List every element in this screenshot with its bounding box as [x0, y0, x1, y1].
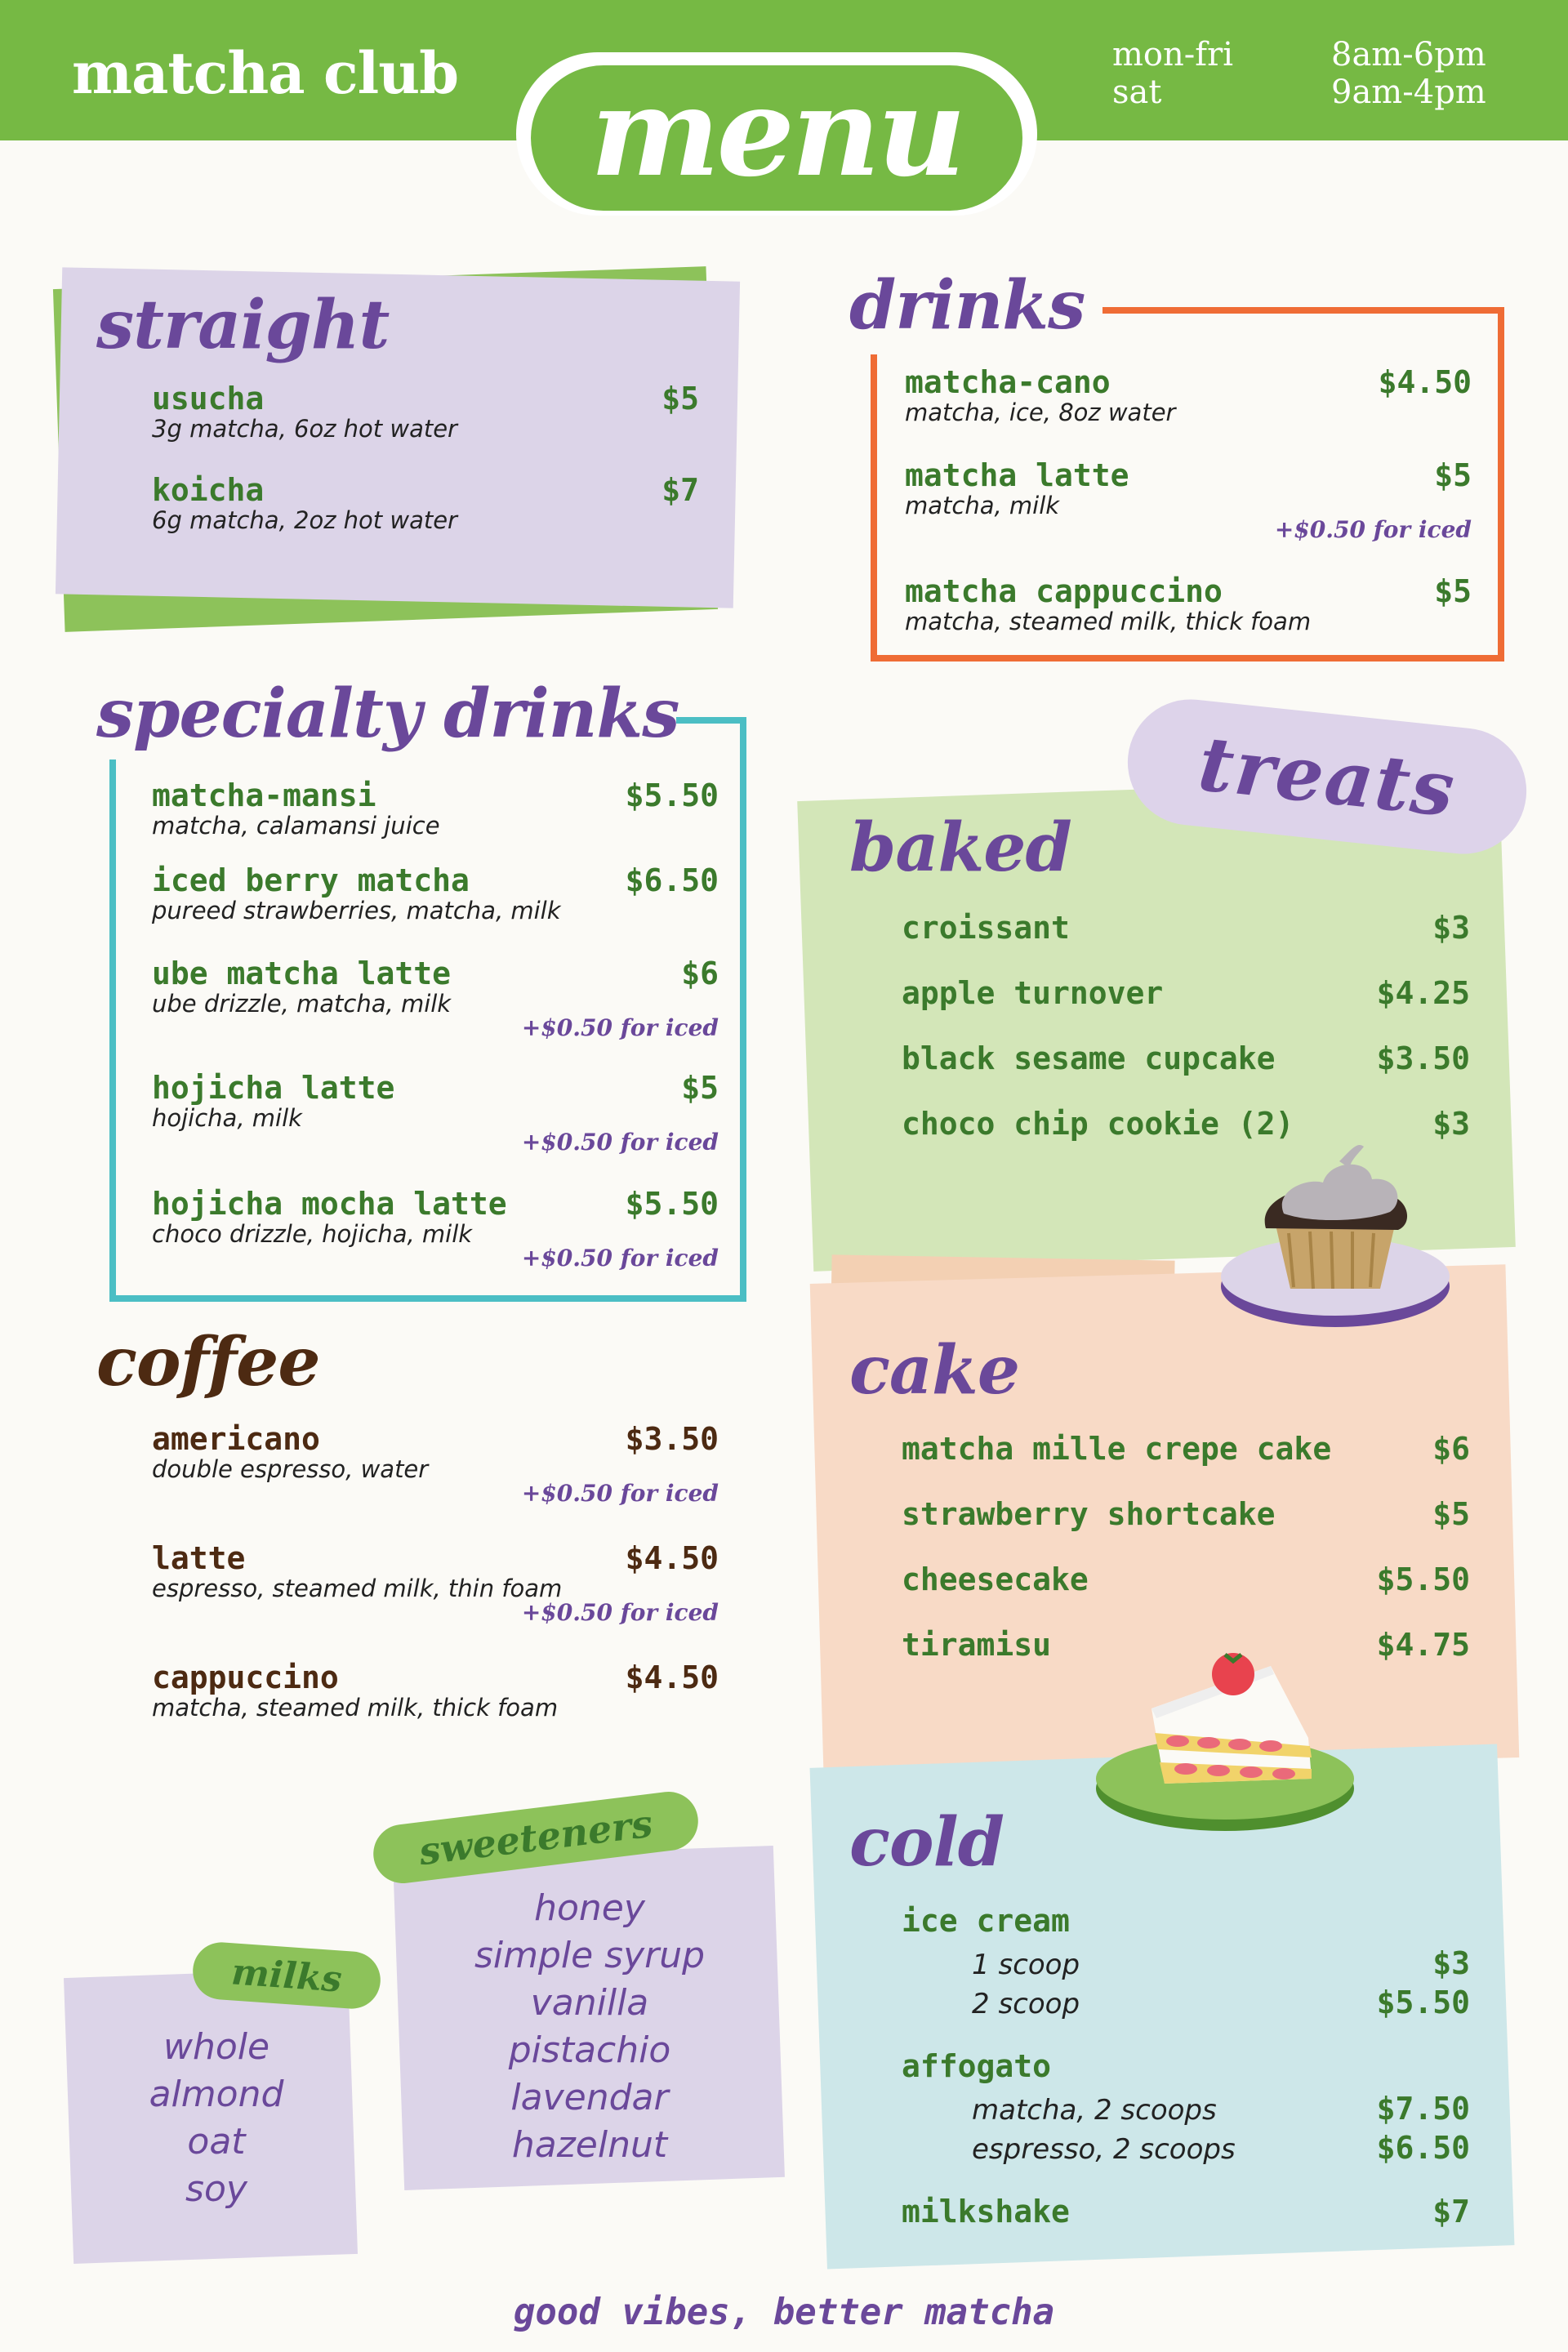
milk-option: whole	[163, 2026, 270, 2068]
item-description: 6g matcha, 2oz hot water	[152, 506, 457, 534]
item-name: choco chip cookie (2)	[902, 1106, 1294, 1142]
item-name: iced berry matcha	[152, 862, 470, 898]
tagline: good vibes, better matcha	[513, 2292, 1055, 2333]
item-description: ube drizzle, matcha, milk	[152, 990, 452, 1018]
item-name: cappuccino	[152, 1659, 339, 1695]
item-price: $5	[681, 1070, 719, 1106]
item-description: 3g matcha, 6oz hot water	[152, 415, 457, 443]
sweetener-option: pistachio	[508, 2029, 671, 2071]
option-price: $6.50	[1376, 2130, 1470, 2166]
item-description: double espresso, water	[152, 1455, 429, 1483]
item-price: $7	[1432, 2194, 1470, 2230]
iced-note: +$0.50 for iced	[521, 1245, 719, 1272]
item-name: hojicha mocha latte	[152, 1186, 507, 1222]
cake-title: cake	[849, 1331, 1020, 1410]
item-price: $3	[1432, 1106, 1470, 1142]
milk-option: oat	[187, 2121, 246, 2163]
item-name: americano	[152, 1421, 320, 1457]
item-price: $5	[1432, 1496, 1470, 1532]
option-label: matcha, 2 scoops	[972, 2094, 1217, 2127]
milk-option: almond	[149, 2074, 284, 2115]
item-name: koicha	[152, 472, 265, 508]
item-price: $5.50	[625, 1186, 719, 1222]
item-name: croissant	[902, 910, 1070, 946]
item-name: matcha mille crepe cake	[902, 1431, 1332, 1467]
item-name: matcha-mansi	[152, 777, 376, 813]
milks-list	[90, 2024, 343, 2213]
item-price: $5	[662, 381, 699, 416]
item-description: matcha, steamed milk, thick foam	[905, 608, 1312, 635]
sweetener-option: simple syrup	[474, 1935, 706, 1976]
sweetener-option: honey	[534, 1887, 645, 1929]
item-price: $5.50	[625, 777, 719, 813]
item-name: ice cream	[902, 1903, 1070, 1939]
item-name: cheesecake	[902, 1561, 1089, 1597]
item-price: $4.50	[625, 1540, 719, 1576]
item-price: $4.75	[1376, 1627, 1470, 1663]
option-price: $5.50	[1376, 1984, 1470, 2020]
item-name: black sesame cupcake	[902, 1040, 1276, 1076]
hours-times	[1331, 36, 1486, 111]
specialty-title: specialty drinks	[96, 675, 679, 753]
baked-title: baked	[849, 808, 1071, 887]
item-description: choco drizzle, hojicha, milk	[152, 1220, 473, 1248]
item-name: strawberry shortcake	[902, 1496, 1276, 1532]
shortcake-icon	[1086, 1642, 1364, 1838]
item-name: tiramisu	[902, 1627, 1052, 1663]
item-price: $5.50	[1376, 1561, 1470, 1597]
hours-time-saturday: 9am-4pm	[1331, 74, 1486, 111]
item-description: pureed strawberries, matcha, milk	[152, 897, 561, 924]
item-name: apple turnover	[902, 975, 1164, 1011]
iced-note: +$0.50 for iced	[521, 1599, 719, 1626]
item-name: hojicha latte	[152, 1070, 395, 1106]
milk-option: soy	[185, 2168, 247, 2210]
item-name: latte	[152, 1540, 246, 1576]
treats-label: treats	[1194, 719, 1460, 835]
option-price: $3	[1432, 1945, 1470, 1981]
hours-time-weekday: 8am-6pm	[1331, 36, 1486, 74]
cold-title: cold	[849, 1803, 1004, 1882]
item-price: $6	[1432, 1431, 1470, 1467]
option-label: 1 scoop	[972, 1949, 1080, 1981]
item-price: $5	[1434, 457, 1472, 493]
iced-note: +$0.50 for iced	[521, 1480, 719, 1507]
item-name: milkshake	[902, 2194, 1070, 2230]
item-name: matcha-cano	[905, 364, 1111, 400]
item-price: $7	[662, 472, 699, 508]
option-label: 2 scoop	[972, 1988, 1080, 2020]
option-price: $7.50	[1376, 2091, 1470, 2127]
item-description: matcha, milk	[905, 492, 1060, 519]
sweetener-option: vanilla	[530, 1982, 649, 2024]
item-name: affogato	[902, 2048, 1052, 2084]
item-price: $6.50	[625, 862, 719, 898]
sweetener-option: lavendar	[510, 2077, 669, 2118]
brand-name: matcha club	[72, 39, 459, 107]
coffee-title: coffee	[96, 1323, 320, 1401]
item-price: $5	[1434, 573, 1472, 609]
hours-days-weekday: mon-fri	[1112, 36, 1234, 74]
item-price: $3.50	[1376, 1040, 1470, 1076]
straight-title: straight	[96, 286, 390, 364]
sweeteners-list	[425, 1885, 755, 2169]
iced-note: +$0.50 for iced	[521, 1014, 719, 1041]
milks-label: milks	[229, 1950, 344, 2001]
sweeteners-label: sweeteners	[416, 1801, 655, 1874]
menu-title: menu	[590, 60, 964, 204]
option-label: espresso, 2 scoops	[972, 2133, 1236, 2166]
item-price: $6	[681, 956, 719, 991]
item-description: hojicha, milk	[152, 1104, 302, 1132]
hours-days-saturday: sat	[1112, 74, 1162, 111]
item-name: matcha cappuccino	[905, 573, 1223, 609]
drinks-title: drinks	[849, 266, 1085, 345]
cupcake-icon	[1209, 1143, 1462, 1339]
item-price: $4.50	[625, 1659, 719, 1695]
sweetener-option: hazelnut	[511, 2124, 668, 2166]
item-name: usucha	[152, 381, 265, 416]
item-description: matcha, ice, 8oz water	[905, 399, 1176, 426]
item-description: espresso, steamed milk, thin foam	[152, 1575, 563, 1602]
menu-title-pill	[531, 60, 1022, 211]
item-name: matcha latte	[905, 457, 1129, 493]
hours-days	[1112, 36, 1233, 111]
iced-note: +$0.50 for iced	[1274, 516, 1472, 543]
item-price: $3.50	[625, 1421, 719, 1457]
item-description: matcha, calamansi juice	[152, 812, 440, 840]
item-price: $4.25	[1376, 975, 1470, 1011]
iced-note: +$0.50 for iced	[521, 1129, 719, 1156]
item-description: matcha, steamed milk, thick foam	[152, 1694, 559, 1722]
item-price: $3	[1432, 910, 1470, 946]
item-price: $4.50	[1378, 364, 1472, 400]
item-name: ube matcha latte	[152, 956, 452, 991]
